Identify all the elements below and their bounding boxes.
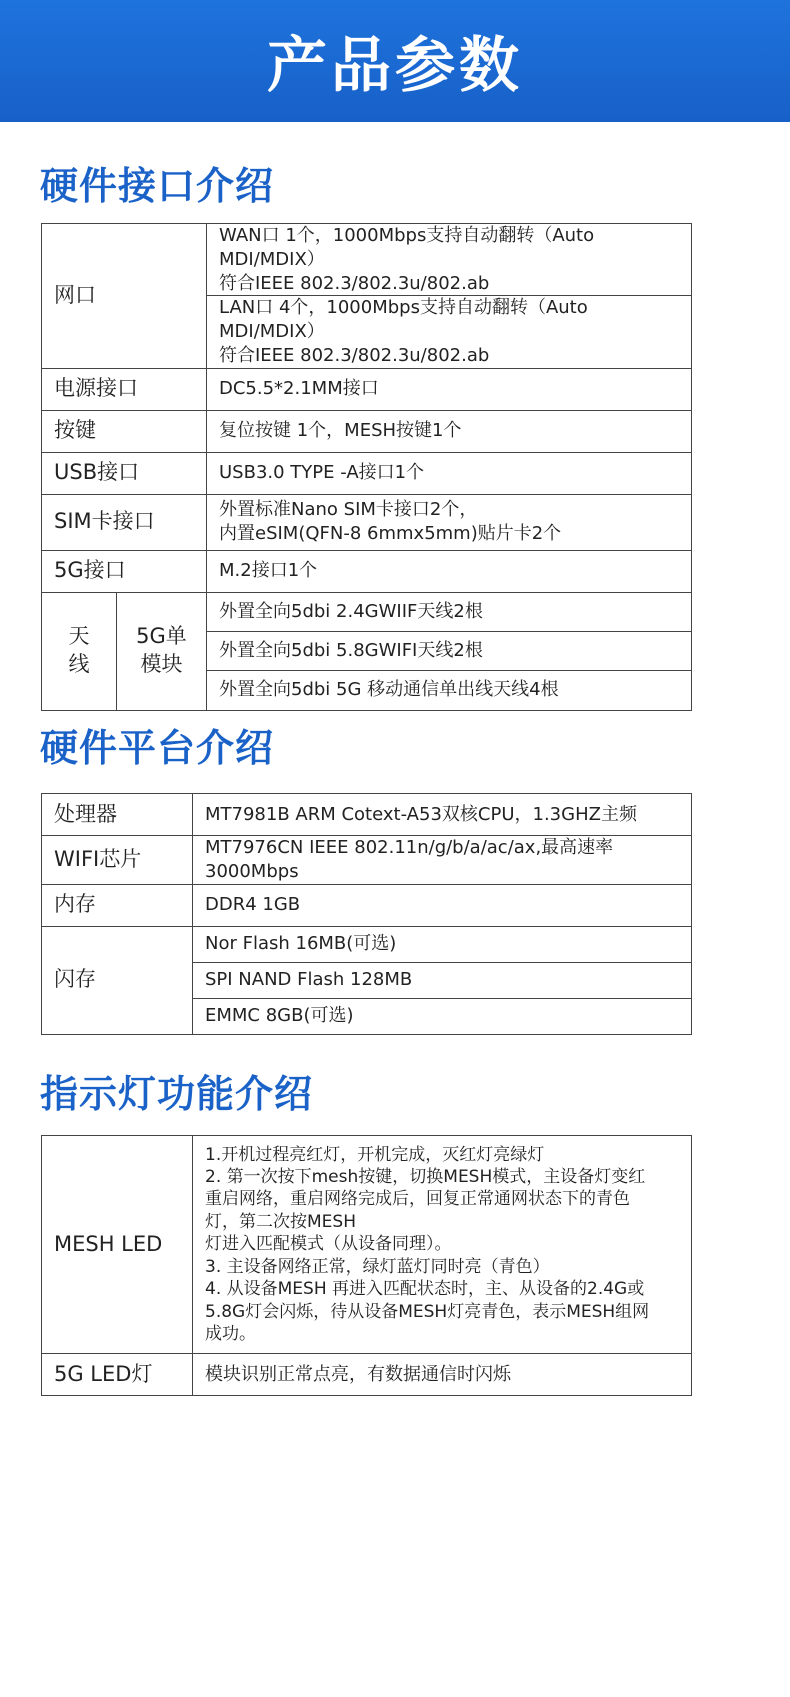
table-row xyxy=(42,884,692,926)
header-banner xyxy=(0,0,790,122)
row-label-wifi: WIFI芯片 xyxy=(42,836,193,885)
flash-spec-3: EMMC 8GB(可选) xyxy=(193,998,692,1034)
page-title: 产品参数 xyxy=(267,31,523,101)
memory-spec: DDR4 1GB xyxy=(193,884,692,926)
sim-spec: 外置标准Nano SIM卡接口2个， 内置eSIM(QFN-8 6mmx5mm)贴片卡2个 xyxy=(207,494,692,550)
table-row xyxy=(42,794,692,836)
antenna-spec-2: 外置全向5dbi 5.8GWIFI天线2根 xyxy=(207,631,692,670)
row-label-usb: USB接口 xyxy=(42,452,207,494)
row-label-buttons: 按键 xyxy=(42,410,207,452)
flash-spec-1: Nor Flash 16MB(可选) xyxy=(193,926,692,962)
row-label-power: 电源接口 xyxy=(42,368,207,410)
indicators-table xyxy=(41,1135,692,1396)
row-label-network: 网口 xyxy=(42,224,207,369)
table-row xyxy=(42,592,692,631)
table-row xyxy=(42,1136,692,1354)
buttons-spec: 复位按键 1个，MESH按键1个 xyxy=(207,410,692,452)
hardware-interfaces-table xyxy=(41,223,692,711)
usb-spec: USB3.0 TYPE -A接口1个 xyxy=(207,452,692,494)
row-label-cpu: 处理器 xyxy=(42,794,193,836)
section-title-hardware-interfaces: 硬件接口介绍 xyxy=(40,164,275,208)
row-label-mesh-led: MESH LED xyxy=(42,1136,193,1354)
section-title-hardware-platform: 硬件平台介绍 xyxy=(40,726,275,770)
row-label-memory: 内存 xyxy=(42,884,193,926)
row-label-5g-led: 5G LED灯 xyxy=(42,1354,193,1396)
table-row xyxy=(42,836,692,885)
row-sublabel-5g-module: 5G单 模块 xyxy=(117,592,207,710)
section-title-indicators: 指示灯功能介绍 xyxy=(40,1072,314,1116)
wifi-spec: MT7976CN IEEE 802.11n/g/b/a/ac/ax,最高速率3000Mbps xyxy=(193,836,692,885)
table-row xyxy=(42,410,692,452)
antenna-spec-3: 外置全向5dbi 5G 移动通信单出线天线4根 xyxy=(207,670,692,710)
row-label-flash: 闪存 xyxy=(42,926,193,1034)
wan-port-spec: WAN口 1个，1000Mbps支持自动翻转（Auto MDI/MDIX） 符合IEEE 802.3/802.3u/802.ab xyxy=(207,224,692,296)
table-row xyxy=(42,452,692,494)
row-label-antenna: 天 线 xyxy=(42,592,117,710)
table-row xyxy=(42,926,692,962)
cpu-spec: MT7981B ARM Cotext-A53双核CPU，1.3GHZ主频 xyxy=(193,794,692,836)
power-spec: DC5.5*2.1MM接口 xyxy=(207,368,692,410)
row-label-sim: SIM卡接口 xyxy=(42,494,207,550)
hardware-platform-table xyxy=(41,793,692,1035)
table-row xyxy=(42,494,692,550)
5g-led-spec: 模块识别正常点亮，有数据通信时闪烁 xyxy=(193,1354,692,1396)
table-row xyxy=(42,368,692,410)
table-row xyxy=(42,1354,692,1396)
5g-spec: M.2接口1个 xyxy=(207,550,692,592)
table-row xyxy=(42,224,692,296)
table-row xyxy=(42,550,692,592)
row-label-5g: 5G接口 xyxy=(42,550,207,592)
lan-port-spec: LAN口 4个，1000Mbps支持自动翻转（Auto MDI/MDIX） 符合IEEE 802.3/802.3u/802.ab xyxy=(207,296,692,368)
flash-spec-2: SPI NAND Flash 128MB xyxy=(193,962,692,998)
antenna-spec-1: 外置全向5dbi 2.4GWIIF天线2根 xyxy=(207,592,692,631)
mesh-led-spec: 1.开机过程亮红灯，开机完成，灭红灯亮绿灯 2. 第一次按下mesh按键，切换MESH模式，主设备灯变红 重启网络，重启网络完成后，回复正常通网状态下的青色 灯，第二次按MESH 灯进入匹配模式（从设备同理）。 3. 主设备网络正常，绿灯蓝灯同时亮（青色） 4. 从设备MESH 再进入匹配状态时，主、从设备的2.4G或 5.8G灯会闪烁，待从设备MESH灯亮青色，表示MESH组网 成功。 xyxy=(193,1136,692,1354)
